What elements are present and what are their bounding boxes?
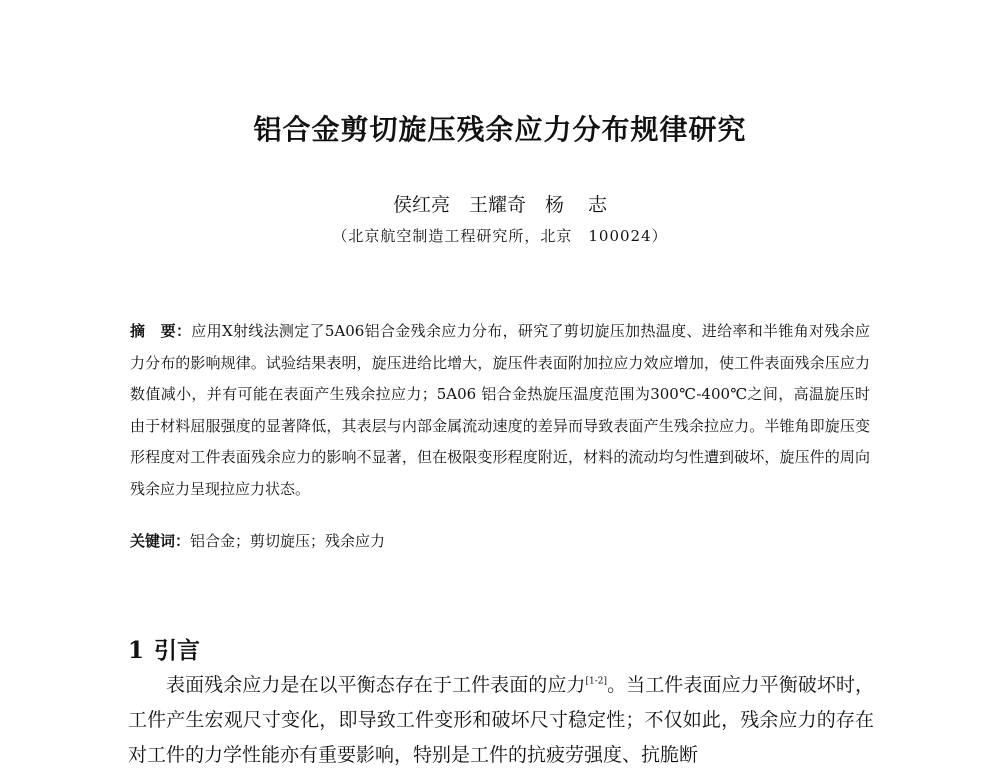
body-text-start: 表面残余应力是在以平衡态存在于工件表面的应力	[166, 674, 586, 696]
authors: 侯红亮 王耀奇 杨 志	[392, 194, 608, 216]
section-number: 1	[128, 637, 145, 664]
abstract-label: 摘 要：	[130, 322, 192, 340]
keywords-label: 关键词：	[130, 532, 191, 550]
abstract-text: 应用X射线法测定了5A06铝合金残余应力分布，研究了剪切旋压加热温度、进给率和半锥角对残余应力分布的影响规律。试验结果表明，旋压进给比增大，旋压件表面附加拉应力效应增加，使工件表面残余压应力数值减小，并有可能在表面产生残余拉应力；5A06 铝合金热旋压温度范围为300℃-400℃之间，高温旋压时由于材料屈服强度的显著降低，其表层与内部金属流动速度的差异而导致表面产生残余拉应力。半锥角即旋压变形程度对工件表面残余应力的影响不显著，但在极限变形程度附近，材料的流动均匀性遭到破坏，旋压件的周向残余应力呈现拉应力状态。	[130, 322, 870, 498]
body-text-continuation: 。当工件表面应力平衡破坏时，工件产生宏观尺寸变化，即导致工件变形和破坏尺寸稳定性；不仅如此，残余应力的存在对工件的力学性能亦有重要影响，特别是工件的抗疲劳强度、抗脆断	[128, 674, 874, 766]
citation-reference: [1-2]	[585, 676, 608, 687]
section-heading	[128, 632, 200, 665]
section-title: 引言	[154, 637, 201, 664]
paper-title: 铝合金剪切旋压残余应力分布规律研究	[253, 113, 747, 146]
keywords-text: 铝合金；剪切旋压；残余应力	[190, 532, 386, 550]
affiliation: （北京航空制造工程研究所，北京 100024）	[332, 227, 668, 245]
body-paragraph	[128, 668, 874, 773]
keywords	[130, 530, 870, 551]
abstract	[130, 316, 870, 505]
